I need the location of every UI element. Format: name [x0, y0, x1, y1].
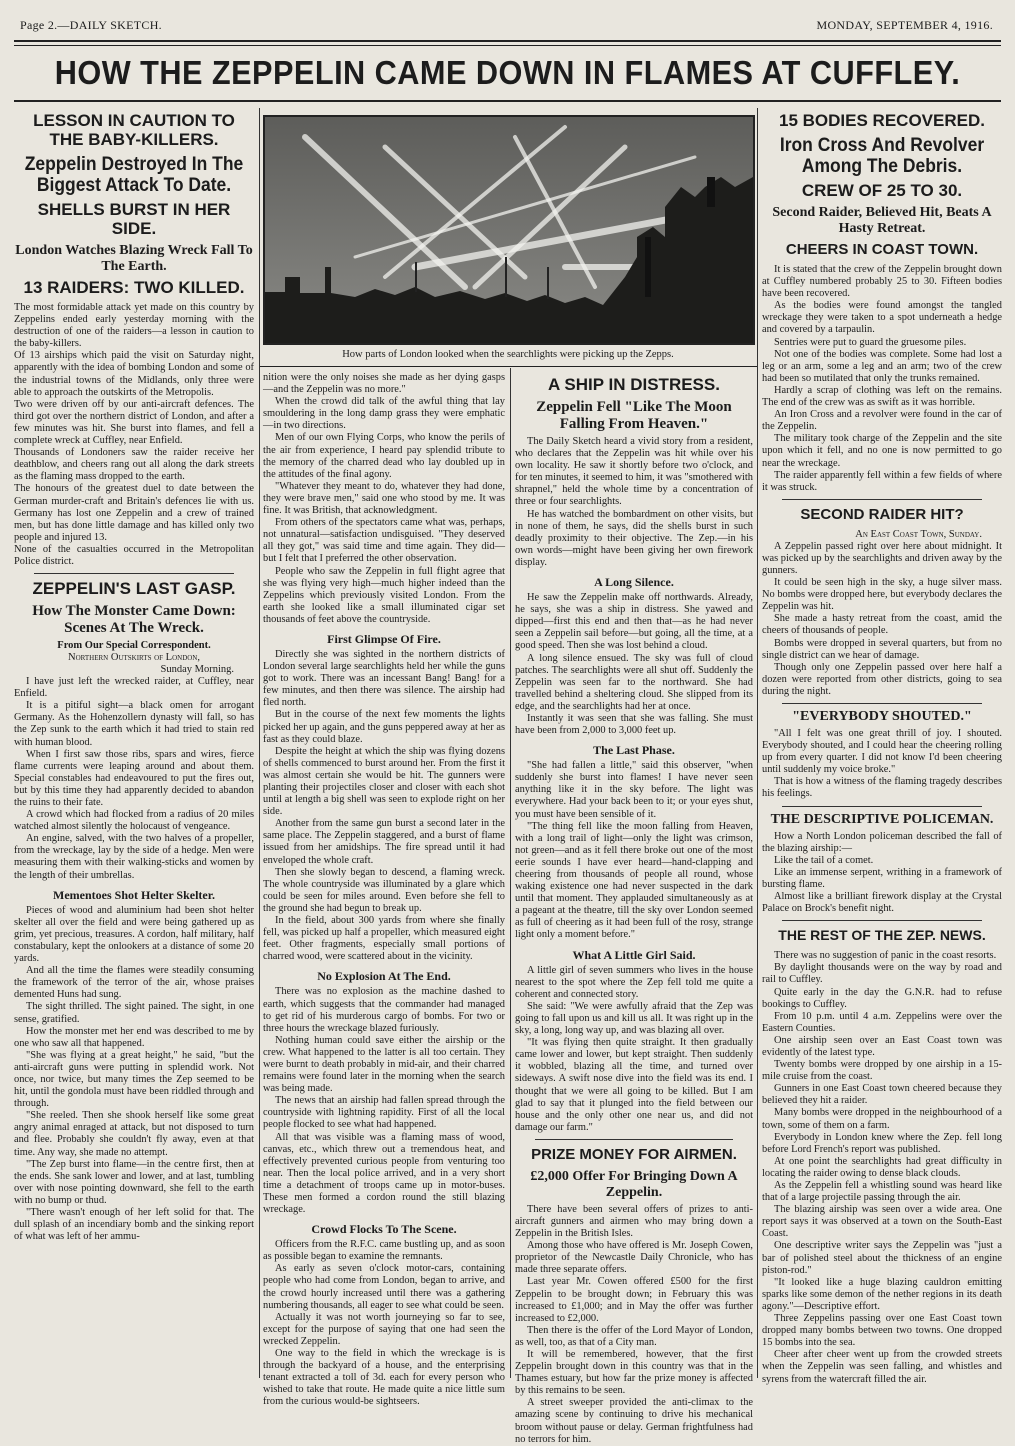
- section-subhead: First Glimpse Of Fire.: [327, 631, 441, 646]
- section-subhead: Mementoes Shot Helter Skelter.: [53, 887, 215, 902]
- paragraph: Two were driven off by our anti-aircraft defences. The third got over the northern district of London, and after a few minutes was hit. She burst into flames, and fell a complete wreck at Cuffley, near Enfield.: [14, 398, 254, 447]
- column-3: [515, 372, 753, 1445]
- paragraph: When I first saw those ribs, spars and wires, fierce flame currents were leaping around and about them. Special constables had endeavoured to put the fires out, but by this time they had apparently decided to abandon the ruins to their fate.: [14, 748, 254, 808]
- paragraph: Though only one Zeppelin passed over here half a dozen were reported from other districts, going to sea during the night.: [762, 661, 1002, 697]
- column-rule: [259, 108, 260, 1378]
- page-folio: Page 2.—DAILY SKETCH.: [20, 18, 162, 32]
- paragraph: Of 13 airships which paid the visit on Saturday night, apparently with the idea of bombing London and some of the industrial towns of the Midlands, only three were able to approach the outskirts of the Metropolis.: [14, 350, 254, 398]
- paragraph: From 10 p.m. until 4 a.m. Zeppelins were over the Eastern Counties.: [762, 1010, 1002, 1034]
- paragraph: The raider apparently fell within a few fields of where it was struck.: [762, 469, 1002, 493]
- col4-headline: 15 BODIES RECOVERED.: [779, 111, 985, 130]
- paragraph: Officers from the R.F.C. came bustling up, and as soon as possible began to examine the remnants.: [263, 1239, 505, 1263]
- column-rule: [510, 368, 511, 1378]
- paragraph: Actually it was not worth journeying so far to see, except for the purpose of saying that one had seen the wrecked Zeppelin.: [263, 1311, 505, 1347]
- paragraph: That is how a witness of the flaming tragedy describes his feelings.: [762, 776, 1002, 800]
- main-headline: HOW THE ZEPPELIN CAME DOWN IN FLAMES AT CUFFLEY.: [54, 54, 961, 91]
- section-subhead: No Explosion At The End.: [317, 969, 451, 984]
- paragraph: "All I felt was one great thrill of joy. I shouted. Everybody shouted, and I could hear the cheering rolling up from every quarter. I did not know I'd been cheering until suddenly my voice broke.": [762, 728, 1002, 776]
- paragraph: Many bombs were dropped in the neighbourhood of a town, some of them on a farm.: [762, 1107, 1002, 1131]
- paragraph: Last year Mr. Cowen offered £500 for the first Zeppelin to be brought down; in February this was increased to £1,000; and in May the offer was further increased to £2,000.: [515, 1276, 753, 1324]
- paragraph: "She was flying at a great height," he said, "but the anti-aircraft guns were putting in splendid work. Not once, nor twice, but many times the Zep seemed to be hit, until the gondola must have been riddled through and through.: [14, 1049, 254, 1110]
- paragraph: A crowd which had flocked from a radius of 20 miles watched almost silently the holocaust of vengeance.: [14, 809, 254, 833]
- paragraph: She made a hasty retreat from the coast, amid the cheers of thousands of people.: [762, 613, 1002, 637]
- col4-article-3: [762, 728, 1002, 801]
- col4-article-5: [762, 950, 1002, 1385]
- paragraph: Men of our own Flying Corps, who know the perils of the air from experience, I heard pay splendid tribute to the memory of the charred dead who lay doubled up in the attitudes of the final agony.: [263, 432, 505, 480]
- paragraph: All that was visible was a flaming mass of wood, canvas, etc., which threw out a tremendous heat, and effectively prevented curious people from venturing too near. Then the local police arrived, and in a very short time a detachment of troops came up in motor-buses. These men formed a cordon round the still blazing wreckage.: [263, 1131, 505, 1216]
- paragraph: None of the casualties occurred in the Metropolitan Police district.: [14, 543, 254, 567]
- byline: From Our Special Correspondent.: [57, 640, 211, 652]
- col1-article: [14, 302, 254, 568]
- paragraph: "It was flying then quite straight. It then gradually came lower and lower, but kept straight. Then suddenly it wobbled, blazing all the time, and turned over sideways. A swift nose dive into the field was its end. I thought that we were all going to be killed. But I am glad to say that it plunged into the field between our house and the only other one near us, and did not damage our farm.": [515, 1037, 753, 1133]
- col3-headline: A SHIP IN DISTRESS.: [548, 375, 720, 394]
- section-subhead: What A Little Girl Said.: [572, 947, 696, 962]
- paragraph: The Daily Sketch heard a vivid story from a resident, who declares that the Zeppelin was hit while over his own locality. He saw it shortly before two o'clock, and for ten minutes, it seemed to him, it was "smothered with shrapnel," held the whole time by a concentration of three or four searchlights.: [515, 436, 753, 508]
- col1-subhead-2: How The Monster Came Down: Scenes At The Wreck.: [32, 603, 236, 637]
- col4-deck-3: CHEERS IN COAST TOWN.: [785, 241, 979, 258]
- paragraph: Three Zeppelins passing over one East Coast town dropped many bombs between two towns. One dropped 15 bombs into the sea.: [762, 1313, 1002, 1349]
- paragraph: He has watched the bombardment on other visits, but in none of them, he says, did the shells burst in such deadly proximity to their objective. The Zep.—in his own words—might have been giving her own firework display.: [515, 508, 753, 568]
- paragraph: As the bodies were found amongst the tangled wreckage they were taken to a spot underneath a hedge and covered by a tarpaulin.: [762, 300, 1002, 336]
- paragraph: People who saw the Zeppelin in full flight agree that she was flying very high—much higher indeed than the Zeppelins which previously visited London. From the earth she looked like a small illuminated cigar set thousands of feet above the countryside.: [263, 565, 505, 625]
- paragraph: It is stated that the crew of the Zeppelin brought down at Cuffley numbered probably 25 to 30. Fifteen bodies have been recovered.: [762, 264, 1002, 300]
- dateline: An East Coast Town, Sunday.: [855, 528, 982, 540]
- paragraph: A long silence ensued. The sky was full of cloud patches. The searchlights were all shut off. Suddenly the Zeppelin was seen far to the northward. She had travelled behind a sheltering cloud. She slipped from its edge, and the searchlights had her at once.: [515, 652, 753, 712]
- col1-deck: SHELLS BURST IN HER SIDE.: [37, 200, 231, 238]
- paragraph: Twenty bombs were dropped by one airship in a 15-mile cruise from the coast.: [762, 1059, 1002, 1083]
- paragraph: As early as seven o'clock motor-cars, containing people who had come from London, began to arrive, and the crowd hourly increased until there was a gathering numbering thousands, all eager to see what could be seen.: [263, 1263, 505, 1311]
- paragraph: The honours of the greatest duel to date between the German murder-craft and Britain's defences lie with us. Germany has lost one Zeppelin and a crew of trained men, but has done little damage and has killed only two people and injured 13.: [14, 483, 254, 543]
- column-1: [14, 108, 254, 1378]
- paragraph: The most formidable attack yet made on this country by Zeppelins ended early yesterday morning with the destruction of one of the raiders—a lesson in caution to the baby-killers.: [14, 302, 254, 350]
- paragraph: A Zeppelin passed right over here about midnight. It was picked up by the searchlights and driven away by the gunners.: [762, 540, 1002, 576]
- paragraph: "She reeled. Then she shook herself like some great angry animal enraged at attack, but not disposed to turn and flee. Probably she couldn't fly away, even at that time. Any way, she made no attempt.: [14, 1110, 254, 1158]
- paragraph: One way to the field in which the wreckage is is through the backyard of a house, and the enterprising tenant extracted a toll of 3d. each for every person who wished to take that route. He made quite a nice little sum from the curious would-be sightseers.: [263, 1348, 505, 1408]
- paragraph: nition were the only noises she made as her dying gasps—and the Zeppelin was no more.": [263, 372, 505, 396]
- paragraph: Bombs were dropped in several quarters, but from no single district can we hear of damage.: [762, 637, 1002, 661]
- paragraph: From others of the spectators came what was, perhaps, not unnatural—satisfaction undisguised. "They deserved all they got," was said time and time again. They did—but I felt that I preferred the other observation.: [263, 517, 505, 565]
- top-rule: [14, 40, 1001, 42]
- col1-headline-2: ZEPPELIN'S LAST GASP.: [32, 579, 236, 599]
- col4-headline-4: THE DESCRIPTIVE POLICEMAN.: [770, 811, 994, 827]
- issue-date: MONDAY, SEPTEMBER 4, 1916.: [816, 18, 993, 32]
- paragraph: When the crowd did talk of the awful thing that lay smouldering in the long damp grass they were emphatic—in two directions.: [263, 396, 505, 432]
- paragraph: Gunners in one East Coast town cheered because they believed they hit a raider.: [762, 1083, 1002, 1107]
- section-subhead: Crowd Flocks To The Scene.: [311, 1222, 457, 1237]
- paragraph: Despite the height at which the ship was flying dozens of shells commenced to burst around her. From the first it was almost certain she would be hit. The gunners were planting their projectiles closer and closer with each shot until at length a big shell was seen to explode right on her side.: [263, 745, 505, 818]
- paragraph: "Whatever they meant to do, whatever they had done, they were brave men," said one who stood by me. It was fine. It was British, that acknowledgment.: [263, 480, 505, 517]
- paragraph: "She had fallen a little," said this observer, "when suddenly she burst into flames! I have never seen anything like it in the sky before. The light was everywhere. Had your back been to it; or your eyes shut, you must have been sensible of it.: [515, 760, 753, 820]
- column-2: [263, 372, 505, 1408]
- top-rule-thin: [14, 45, 1001, 46]
- paragraph: Everybody in London knew where the Zep. fell long before Lord French's report was published.: [762, 1131, 1002, 1155]
- paragraph: He saw the Zeppelin make off northwards. Already, he says, she was a ship in distress. She yawed and dipped—first this end and then that—as he had never seen a Zeppelin sail before—but going, all the time, at a good speed. Then she was lost behind a cloud.: [515, 592, 753, 652]
- paragraph: The military took charge of the Zeppelin and the site upon which it fell, and no one is now permitted to go near the wreckage.: [762, 433, 1002, 469]
- paragraph: Thousands of Londoners saw the raider receive her deathblow, and cheers rang out all along the dark streets as the flaming mass dropped to the earth.: [14, 447, 254, 483]
- paragraph: It is a pitiful sight—a black omen for arrogant Germany. As the Hohenzollern dynasty will fall, so has the Zep sunk to the earth which it had tried to stain red with human blood.: [14, 700, 254, 748]
- paragraph: And all the time the flames were steadily consuming the framework of the terror of the air, whose praises demented Huns had sung.: [14, 965, 254, 1001]
- paragraph: The blazing airship was seen over a wide area. One report says it was observed at a town on the South-East Coast.: [762, 1204, 1002, 1240]
- paragraph: One descriptive writer says the Zeppelin was "just a bar of polished steel about the thickness of an engine piston-rod.": [762, 1240, 1002, 1276]
- paragraph: "The thing fell like the moon falling from Heaven, with a long trail of light—only the light was crimson, not green—and as it fell there broke out one of the most eerie sounds I have ever heard—hand-clapping and cheering from thousands of people all round, whose waking existence one had never suspected in the dark until that moment. They applauded simultaneously as at a pageant at the theatre, till the sky over London seemed as full of cheering as it had been full of the rosy, strange light only a moment before.": [515, 820, 753, 941]
- col3-subhead: Zeppelin Fell "Like The Moon Falling From Heaven.": [536, 399, 732, 432]
- divider: [535, 1139, 733, 1140]
- headline-rule: [14, 100, 1001, 102]
- paragraph: Like an immense serpent, writhing in a framework of bursting flame.: [762, 866, 1002, 890]
- paragraph: Pieces of wood and aluminium had been shot helter skelter all over the field and were being gathered up as grim, yet precious, treasures. A cordon, half military, half constabulary, kept the onlookers at a distance of some 20 yards.: [14, 904, 254, 965]
- col2-article: [263, 372, 505, 1409]
- divider: [782, 499, 982, 500]
- col1-headline: LESSON IN CAUTION TO THE BABY-KILLERS.: [33, 111, 235, 149]
- divider: [782, 806, 982, 807]
- paragraph: Sentries were put to guard the gruesome piles.: [774, 336, 967, 348]
- paragraph: The news that an airship had fallen spread through the countryside with lightning rapidity. First of all the local people flocked to see what had happened.: [263, 1095, 505, 1131]
- col4-article-4: [762, 831, 1002, 916]
- col1-deck-2: London Watches Blazing Wreck Fall To The Earth.: [15, 243, 253, 274]
- paragraph: One airship seen over an East Coast town was evidently of the latest type.: [762, 1034, 1002, 1058]
- searchlight-photo-image: [265, 117, 753, 343]
- paragraph: Not one of the bodies was complete. Some had lost a leg or an arm, some a leg and an arm; two of the crew had been so mutilated that only the trunks remained.: [762, 348, 1002, 384]
- paragraph: "The Zep burst into flame—in the centre first, then at the ends. She sank lower and lower, and at last, tumbling over with nose pointing downward, she fell to the earth with no bump or thud.: [14, 1158, 254, 1206]
- paragraph: There was no suggestion of panic in the coast resorts.: [774, 950, 997, 962]
- section-subhead: The Last Phase.: [593, 743, 675, 758]
- column-4: [762, 108, 1002, 1385]
- paragraph: There have been several offers of prizes to anti-aircraft gunners and airmen who may bring down a Zeppelin in the British Isles.: [515, 1203, 753, 1240]
- paragraph: At one point the searchlights had great difficulty in locating the raider owing to dense black clouds.: [762, 1155, 1002, 1179]
- paragraph: Another from the same gun burst a second later in the same place. The Zeppelin staggered, and a burst of flame issued from her amidships. The fire spread until it had enveloped the whole craft.: [263, 818, 505, 866]
- col4-headline-5: THE REST OF THE ZEP. NEWS.: [778, 927, 986, 944]
- dateline-time: Sunday Morning.: [160, 664, 234, 676]
- section-subhead: A Long Silence.: [594, 575, 674, 590]
- divider: [782, 920, 982, 921]
- col1-subhead: Zeppelin Destroyed In The Biggest Attack To Date.: [24, 154, 244, 196]
- photo-rule: [260, 366, 757, 367]
- col4-subhead: Iron Cross And Revolver Among The Debris.: [779, 135, 985, 177]
- paragraph: Then she slowly began to descend, a flaming wreck. The whole countryside was illuminated by a glare which could be seen for miles around. Even before she fell to the ground she had begun to break up.: [263, 866, 505, 914]
- col4-article: [762, 264, 1002, 494]
- paragraph: A street sweeper provided the anti-climax to the amazing scene by continuing to drive his mechanical broom without pause or delay. German frightfulness had no terrors for him.: [515, 1397, 753, 1445]
- col4-headline-2: SECOND RAIDER HIT?: [800, 505, 964, 523]
- divider: [34, 573, 234, 574]
- col4-deck: CREW OF 25 TO 30.: [801, 181, 963, 200]
- paragraph: As the Zeppelin fell a whistling sound was heard like that of a large projectile passing through the air.: [762, 1180, 1002, 1204]
- paragraph: But in the course of the next few moments the lights picked her up again, and the guns peppered away at her as fast as they could blaze.: [263, 709, 505, 745]
- photo-caption: How parts of London looked when the searchlights were picking up the Zepps.: [342, 349, 674, 360]
- paragraph: "There wasn't enough of her left solid for that. The dull splash of an incendiary bomb and the sinking report of what was left of her ammu-: [14, 1207, 254, 1243]
- col3-article: [515, 436, 753, 1134]
- paragraph: There was no explosion as the machine dashed to earth, which suggests that the commander had managed to get rid of his murderous cargo of bombs. For two or three hours the wreckage blazed furiously.: [263, 986, 505, 1034]
- divider: [782, 703, 982, 704]
- searchlight-photo: [263, 115, 755, 345]
- paragraph: A little girl of seven summers who lives in the house nearest to the spot where the Zep fell told me quite a coherent and connected story.: [515, 964, 753, 1000]
- paragraph: An Iron Cross and a revolver were found in the car of the Zeppelin.: [762, 409, 1002, 433]
- col3-article-2: [515, 1204, 753, 1446]
- column-rule: [757, 108, 758, 1378]
- paragraph: Almost like a brilliant firework display at the Crystal Palace on Brock's benefit night.: [762, 891, 1002, 915]
- paragraph: Nothing human could save either the airship or the crew. What happened to the latter is all too certain. They were burnt to death probably in mid-air, and their charred remains were found later in the morning when the search was being made.: [263, 1034, 505, 1095]
- paragraph: Quite early in the day the G.N.R. had to refuse bookings to Cuffley.: [762, 986, 1002, 1010]
- paragraph: By daylight thousands were on the way by road and rail to Cuffley.: [762, 962, 1002, 986]
- paragraph: An engine, salved, with the two halves of a propeller, from the wreckage, lay by the side of a hedge. Men were measuring them with their walking-sticks and women by the length of their umbrellas.: [14, 833, 254, 881]
- paragraph: It could be seen high in the sky, a huge silver mass. No bombs were dropped here, but everybody declares the Zeppelin was hit.: [762, 577, 1002, 613]
- col3-subhead-2: £2,000 Offer For Bringing Down A Zeppelin.: [530, 1168, 738, 1200]
- paragraph: Hardly a scrap of clothing was left on the remains. The end of the crew was as swift as it was horrible.: [762, 384, 1002, 409]
- paragraph: The sight thrilled. The sight pained. The sight, in one sense, gratified.: [14, 1001, 254, 1025]
- paragraph: In the field, about 300 yards from where she finally fell, was picked up half a propeller, which measured eight feet. Other fragments, especially small portions of charred wood, were scattered about in the vicinity.: [263, 915, 505, 963]
- paragraph: She said: "We were awfully afraid that the Zep was going to fall upon us and kill us all. It was right up in the sky, a long, long way up, and was blazing all over.: [515, 1000, 753, 1037]
- col1-deck-3: 13 RAIDERS: TWO KILLED.: [23, 278, 245, 297]
- paragraph: Like the tail of a comet.: [774, 854, 874, 866]
- paragraph: "It looked like a huge blazing cauldron emitting sparks like some demon of the nether regions in its death agony."—Descriptive effort.: [762, 1276, 1002, 1312]
- paragraph: Directly she was sighted in the northern districts of London several large searchlights held her while the guns got to work. There was an incessant Bang! Bang! for a few minutes, and then there was silence. The airship had fled north.: [263, 648, 505, 709]
- paragraph: I have just left the wrecked raider, at Cuffley, near Enfield.: [14, 676, 254, 700]
- dateline: Northern Outskirts of London,: [68, 652, 200, 664]
- col4-headline-3: "EVERYBODY SHOUTED.": [792, 709, 972, 724]
- paragraph: Then there is the offer of the Lord Mayor of London, as well, too, as that of a City man.: [515, 1324, 753, 1348]
- paragraph: How a North London policeman described the fall of the blazing airship:—: [762, 830, 1002, 854]
- paragraph: Instantly it was seen that she was falling. She must have been from 2,000 to 3,000 feet up.: [515, 712, 753, 737]
- col1-article-2: [14, 676, 254, 1243]
- paragraph: How the monster met her end was described to me by one who saw all that happened.: [14, 1025, 254, 1049]
- paragraph: It will be remembered, however, that the first Zeppelin brought down in this country was that in the Thames estuary, but how far the prize money is affected by this remains to be seen.: [515, 1349, 753, 1397]
- paragraph: Among those who have offered is Mr. Joseph Cowen, proprietor of the Newcastle Daily Chronicle, who has made three separate offers.: [515, 1240, 753, 1276]
- col4-article-2: [762, 541, 1002, 698]
- col3-headline-2: PRIZE MONEY FOR AIRMEN.: [531, 1145, 737, 1163]
- col4-deck-2: Second Raider, Believed Hit, Beats A Hasty Retreat.: [772, 205, 992, 236]
- paragraph: Cheer after cheer went up from the crowded streets when the Zeppelin was seen falling, and whistles and syrens from the watercraft filled the air.: [762, 1349, 1002, 1385]
